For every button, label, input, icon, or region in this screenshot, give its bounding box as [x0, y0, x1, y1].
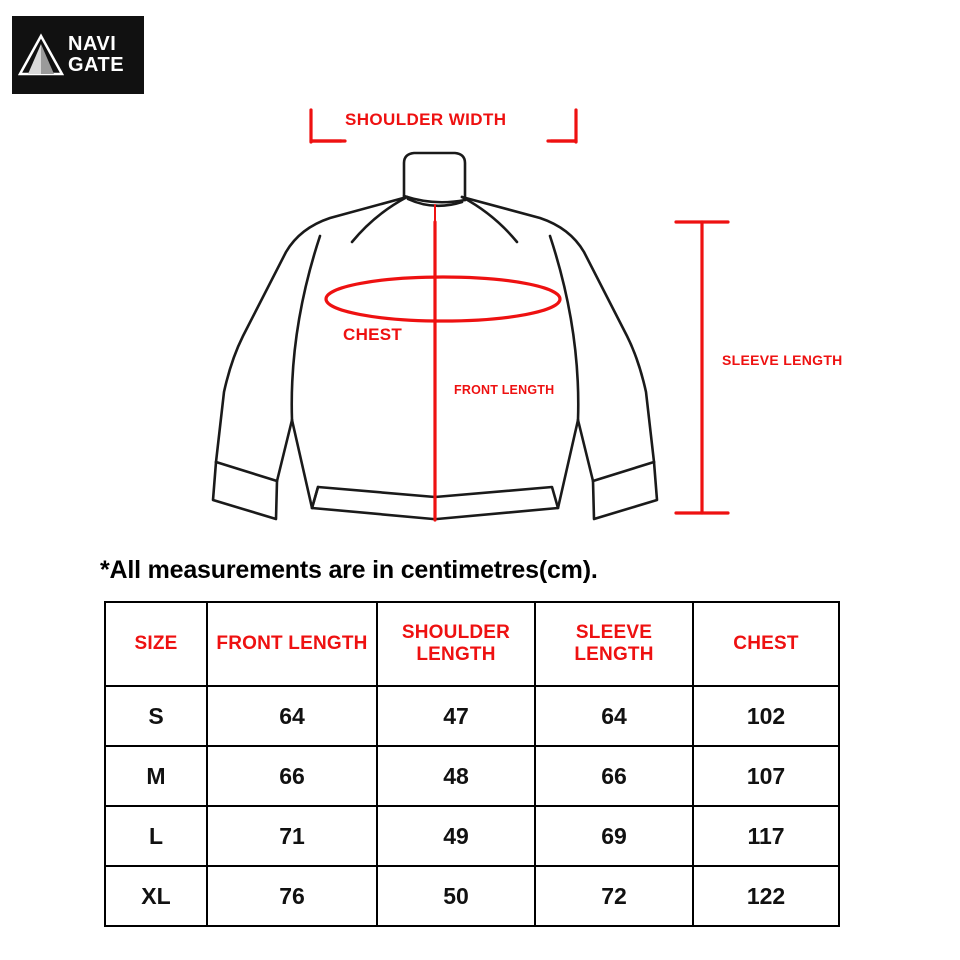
cell-chest: 122: [693, 866, 839, 926]
cell-sleeve-length: 66: [535, 746, 693, 806]
cell-shoulder-length: 47: [377, 686, 535, 746]
label-front-length: FRONT LENGTH: [454, 383, 555, 397]
column-header-shoulder-length: SHOULDER LENGTH: [377, 602, 535, 686]
cell-size: S: [105, 686, 207, 746]
cell-chest: 107: [693, 746, 839, 806]
cell-sleeve-length: 69: [535, 806, 693, 866]
cell-front-length: 66: [207, 746, 377, 806]
cell-shoulder-length: 50: [377, 866, 535, 926]
cell-sleeve-length: 64: [535, 686, 693, 746]
table-row: [105, 746, 839, 806]
cell-sleeve-length: 72: [535, 866, 693, 926]
brand-name-line1: NAVI: [68, 33, 117, 55]
cell-chest: 102: [693, 686, 839, 746]
table-header-row: [105, 602, 839, 686]
label-sleeve-length: SLEEVE LENGTH: [722, 352, 843, 368]
table-row: [105, 806, 839, 866]
label-chest: CHEST: [343, 325, 403, 344]
cell-front-length: 64: [207, 686, 377, 746]
table-row: [105, 686, 839, 746]
label-shoulder-width: SHOULDER WIDTH: [345, 110, 507, 129]
cell-chest: 117: [693, 806, 839, 866]
cell-size: L: [105, 806, 207, 866]
cell-front-length: 76: [207, 866, 377, 926]
table-row: [105, 866, 839, 926]
column-header-size: SIZE: [105, 602, 207, 686]
column-header-sleeve-length: SLEEVE LENGTH: [535, 602, 693, 686]
cell-shoulder-length: 49: [377, 806, 535, 866]
cell-shoulder-length: 48: [377, 746, 535, 806]
size-chart-table: [104, 601, 840, 927]
measurement-units-note: *All measurements are in centimetres(cm).: [100, 556, 598, 584]
cell-size: M: [105, 746, 207, 806]
column-header-chest: CHEST: [693, 602, 839, 686]
cell-size: XL: [105, 866, 207, 926]
brand-name-line2: GATE: [68, 54, 125, 76]
cell-front-length: 71: [207, 806, 377, 866]
column-header-front-length: FRONT LENGTH: [207, 602, 377, 686]
